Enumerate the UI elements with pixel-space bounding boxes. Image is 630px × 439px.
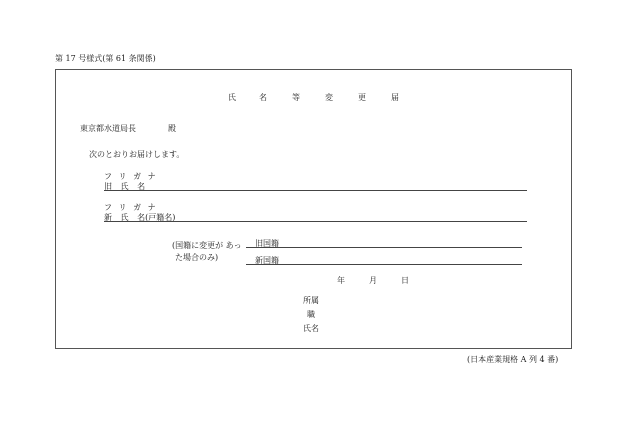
old-name-line[interactable] [104, 190, 527, 191]
date-month: 月 [369, 276, 377, 285]
honorific: 殿 [168, 124, 176, 133]
affiliation-label: 所属 [303, 296, 319, 305]
old-name-furigana: フ リ ガ ナ [104, 172, 158, 181]
new-nationality-label: 新国籍 [255, 256, 279, 265]
new-nationality-line[interactable] [246, 264, 522, 265]
position-label: 職 [307, 310, 315, 319]
title-char: 届 [391, 93, 399, 102]
nationality-note-line1: (国籍に変更が あっ [172, 241, 242, 250]
footer-standard: (日本産業規格 A 列 4 番) [467, 355, 559, 364]
title-char: 変 [325, 93, 333, 102]
date-day: 日 [401, 276, 409, 285]
title-char: 氏 [228, 93, 236, 102]
title-char: 更 [358, 93, 366, 102]
form-number: 第 17 号様式(第 61 条関係) [55, 54, 156, 63]
new-name-furigana: フ リ ガ ナ [104, 203, 158, 212]
old-name-label: 旧 氏 名 [104, 182, 146, 191]
signature-name-label: 氏名 [303, 324, 319, 333]
old-nationality-label: 旧国籍 [255, 239, 279, 248]
addressee: 東京都水道局長 [80, 124, 136, 133]
date-year: 年 [337, 276, 345, 285]
new-name-label: 新 氏 名(戸籍名) [104, 213, 176, 222]
title-char: 等 [292, 93, 300, 102]
new-name-line[interactable] [104, 221, 527, 222]
intro-text: 次のとおりお届けします。 [89, 150, 185, 159]
old-nationality-line[interactable] [246, 247, 522, 248]
nationality-note-line2: た場合のみ) [175, 253, 219, 262]
title-char: 名 [259, 93, 267, 102]
